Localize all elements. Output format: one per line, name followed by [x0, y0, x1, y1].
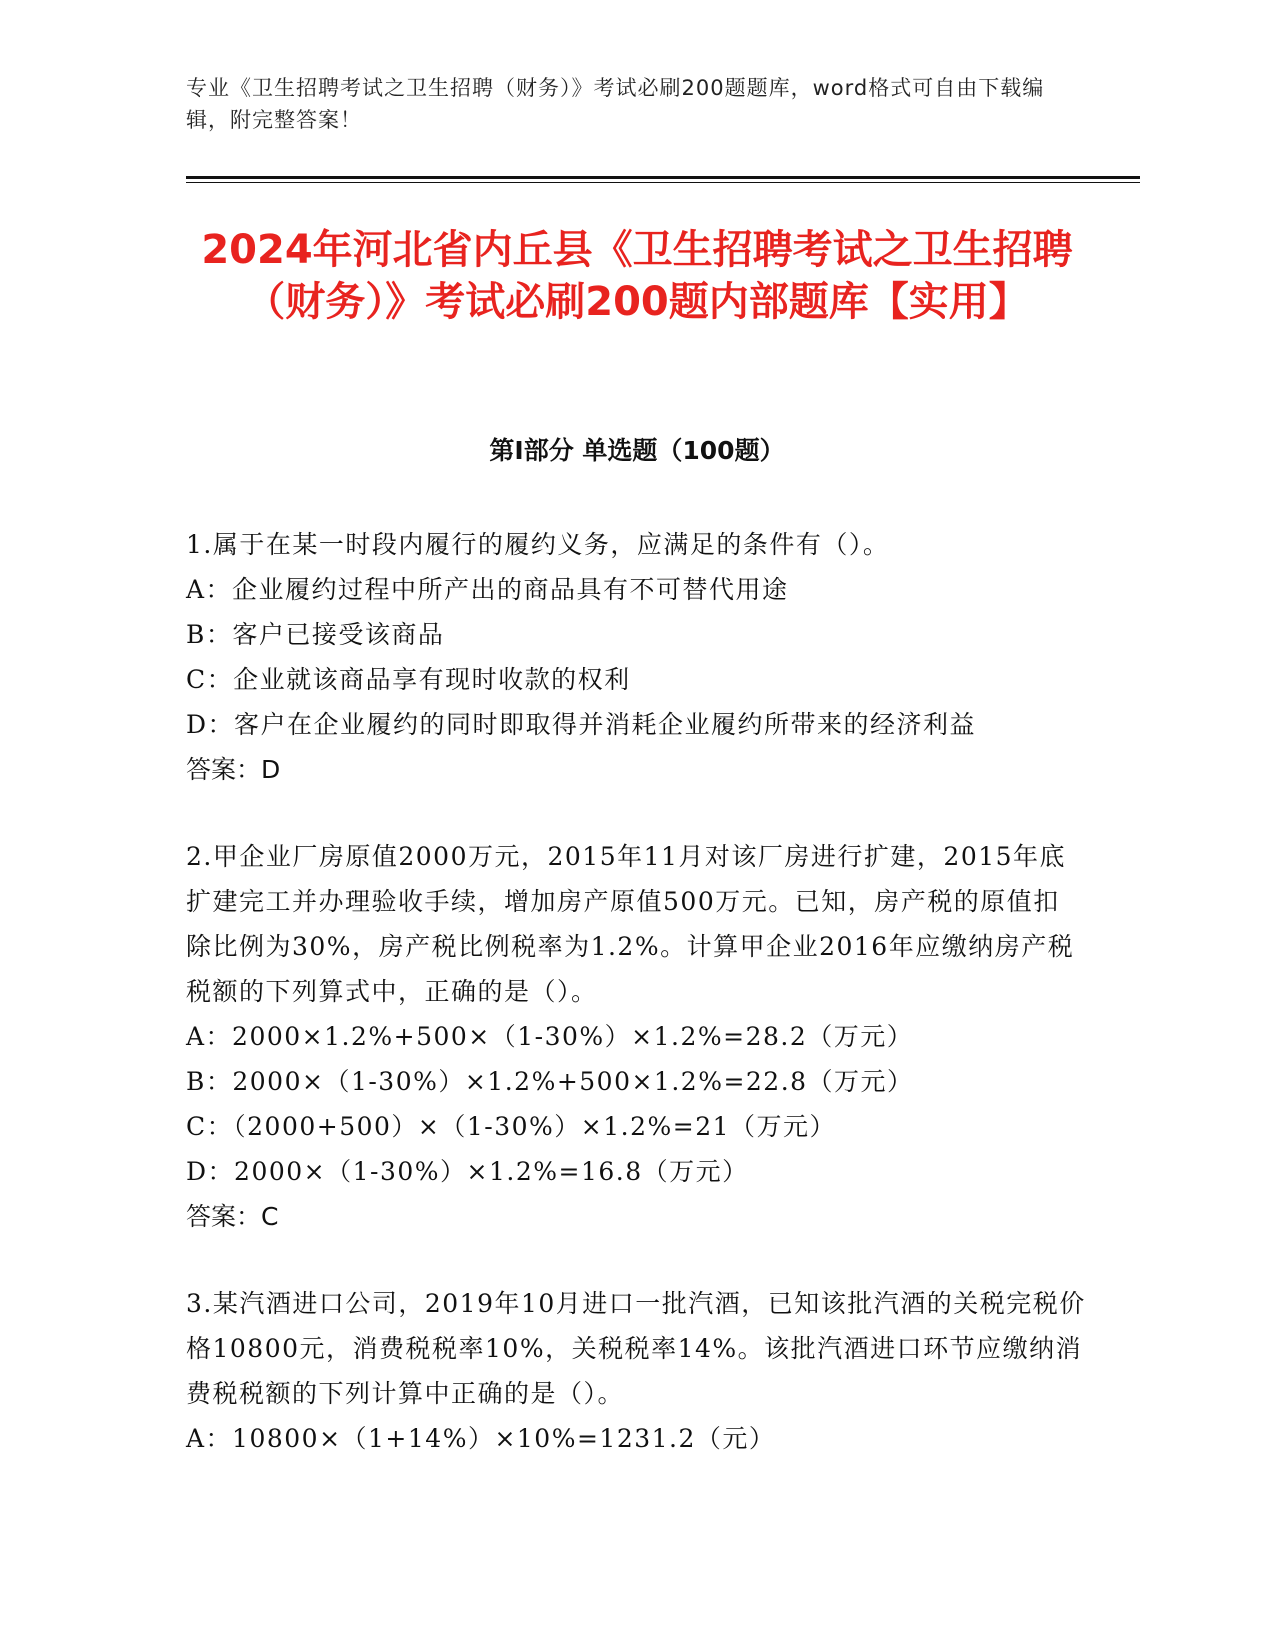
- header-rule-thick: [186, 176, 1140, 179]
- document-title: 2024年河北省内丘县《卫生招聘考试之卫生招聘（财务）》考试必刷200题内部题库【实用】: [201, 227, 1073, 325]
- header-note: 专业《卫生招聘考试之卫生招聘（财务）》考试必刷200题题库，word格式可自由下载编辑，附完整答案！: [186, 76, 1045, 132]
- option-c: C：（2000+500）×（1-30%）×1.2%=21（万元）: [186, 1112, 837, 1141]
- option-b: B：客户已接受该商品: [186, 620, 445, 649]
- option-d: D：2000×（1-30%）×1.2%=16.8（万元）: [186, 1157, 749, 1186]
- question-stem: 2.甲企业厂房原值2000万元，2015年11月对该厂房进行扩建，2015年底扩建完工并办理验收手续，增加房产原值500万元。已知，房产税的原值扣除比例为30%，房产税比例税率为1.2%。计算甲企业2016年应缴纳房产税税额的下列算式中，正确的是（）。: [186, 842, 1075, 1006]
- question-stem: 1.属于在某一时段内履行的履约义务，应满足的条件有（）。: [186, 530, 890, 559]
- question-3: [186, 1281, 1086, 1461]
- option-a: A：2000×1.2%+500×（1-30%）×1.2%=28.2（万元）: [186, 1022, 914, 1051]
- answer: 答案：D: [186, 755, 281, 784]
- question-stem: 3.某汽酒进口公司，2019年10月进口一批汽酒，已知该批汽酒的关税完税价格10800元，消费税税率10%，关税税率14%。该批汽酒进口环节应缴纳消费税税额的下列计算中正确的是（）。: [186, 1289, 1086, 1408]
- question-1: [186, 522, 1086, 792]
- option-c: C：企业就该商品享有现时收款的权利: [186, 665, 631, 694]
- question-2: [186, 834, 1086, 1239]
- option-a: A：10800×（1+14%）×10%=1231.2（元）: [186, 1424, 776, 1453]
- option-a: A：企业履约过程中所产出的商品具有不可替代用途: [186, 575, 789, 604]
- question-list: [186, 522, 1086, 1503]
- option-b: B：2000×（1-30%）×1.2%+500×1.2%=22.8（万元）: [186, 1067, 914, 1096]
- option-d: D：客户在企业履约的同时即取得并消耗企业履约所带来的经济利益: [186, 710, 977, 739]
- header-rule-thin: [186, 182, 1140, 183]
- section-title: 第I部分 单选题（100题）: [489, 436, 785, 465]
- answer: 答案：C: [186, 1202, 279, 1231]
